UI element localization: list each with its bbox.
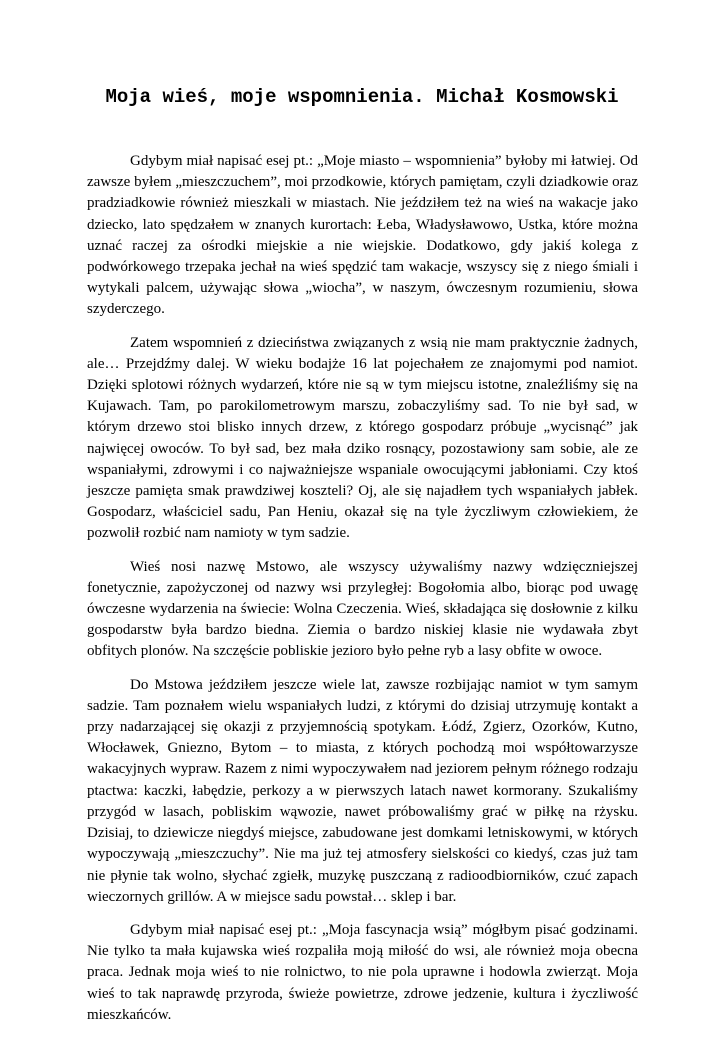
paragraph: Gdybym miał napisać esej pt.: „Moja fascynacja wsią” mógłbym pisać godzinami. Nie tylko ta mała kujawska wieś rozpaliła moją miłość do wsi, ale również moja obecna praca. Jednak moja wieś to nie rolnictwo, to nie pola uprawne i hodowla zwierząt. Moja wieś to tak naprawdę przyroda, świeże powietrze, zdrowe jedzenie, kultura i życzliwość mieszkańców. <box>87 921 638 1023</box>
document-body <box>87 151 638 1038</box>
paragraph: Zatem wspomnień z dzieciństwa związanych z wsią nie mam praktycznie żadnych, ale… Przejdźmy dalej. W wieku bodajże 16 lat pojechałem ze znajomymi pod namiot. Dzięki splotowi różnych wydarzeń, które nie są w tym miejscu istotne, znaleźliśmy się na Kujawach. Tam, po parokilometrowym marszu, zobaczyliśmy sad. To nie był sad, w którym drzewo stoi blisko innych drzew, z którego gospodarz próbuje „wycisnąć” jak najwięcej owoców. To był sad, bez mała dziko rosnący, pozostawiony sam sobie, ale ze wspaniałymi, zdrowymi i co najważniejsze wspaniale owocującymi jabłoniami. Czy ktoś jeszcze pamięta smak prawdziwej koszteli? Oj, ale się najadłem tych wspaniałych jabłek. Gospodarz, właściciel sadu, Pan Heniu, okazał się na tyle życzliwym człowiekiem, że pozwolił rozbić nam namioty w tym sadzie. <box>87 334 638 542</box>
paragraph: Gdybym miał napisać esej pt.: „Moje miasto – wspomnienia” byłoby mi łatwiej. Od zawsze byłem „mieszczuchem”, moi przodkowie, których pamiętam, czyli dziadkowie oraz pradziadkowie również mieszkali w miastach. Nie jeździłem też na wieś na wakacje jako dziecko, lato spędzałem w znanych kurortach: Łeba, Władysławowo, Ustka, które można uznać raczej za ośrodki miejskie a nie wiejskie. Dodatkowo, gdy jakiś kolega z podwórkowego trzepaka jechał na wieś spędzić tam wakacje, wszyscy się z niego śmiali i wytykali palcem, używając słowa „wiocha”, w naszym, ówczesnym rozumieniu, słowa szyderczego. <box>87 153 638 318</box>
paragraph: Do Mstowa jeździłem jeszcze wiele lat, zawsze rozbijając namiot w tym samym sadzie. Tam poznałem wielu wspaniałych ludzi, z którymi do dzisiaj utrzymuję kontakt a przy nadarzającej się okazji z przyjemnością spotykam. Łódź, Zgierz, Ozorków, Kutno, Włocławek, Gniezno, Bytom – to miasta, z których pochodzą moi współtowarzysze wakacyjnych wypraw. Razem z nimi wypoczywałem nad jeziorem pełnym różnego rodzaju ptactwa: kaczki, łabędzie, perkozy a w pierwszych latach nawet kormorany. Szukaliśmy przygód w lasach, pobliskim wąwozie, nawet próbowaliśmy grać w piłkę na rżysku. Dzisiaj, to dziewicze niegdyś miejsce, zabudowane jest domkami letniskowymi, w których wypoczywają „mieszczuchy”. Nie ma już tej atmosfery sielskości co kiedyś, czas już tam nie płynie tak wolno, słychać zgiełk, muzykę puszczaną z radioodbiorników, czuć zapach wieczornych grillów. A w miejsce sadu powstał… sklep i bar. <box>87 676 638 905</box>
paragraph: Wieś nosi nazwę Mstowo, ale wszyscy używaliśmy nazwy wdzięczniejszej fonetycznie, zapożyczonej od nazwy wsi przyległej: Bogołomia albo, biorąc pod uwagę ówczesne wydarzenia na świecie: Wolna Czeczenia. Wieś, składająca się dosłownie z kilku gospodarstw była bardzo biedna. Ziemia o bardzo niskiej klasie nie wydawała zbyt obfitych plonów. Na szczęście pobliskie jezioro było pełne ryb a lasy obfite w owoce. <box>87 558 638 660</box>
document-title: Moja wieś, moje wspomnienia. Michał Kosmowski <box>105 86 619 108</box>
